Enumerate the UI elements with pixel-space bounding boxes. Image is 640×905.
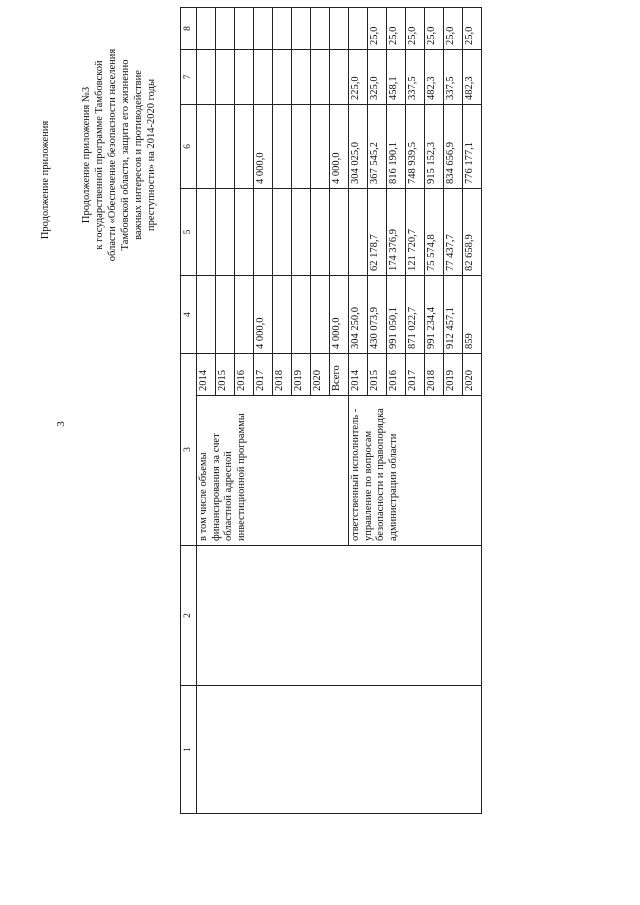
caption-line: Продолжение приложения №3 [81, 86, 92, 224]
value-cell [292, 276, 311, 354]
value-cell [216, 189, 235, 276]
caption-line: преступности» на 2014-2020 годы [146, 78, 157, 232]
year-cell: 2014 [349, 354, 368, 396]
year-cell: 2020 [311, 354, 330, 396]
table-row [197, 8, 216, 814]
value-cell: 991 050,1 [387, 276, 406, 354]
value-cell [273, 8, 292, 50]
year-cell: 2018 [425, 354, 444, 396]
value-cell: 325,0 [368, 50, 387, 105]
value-cell: 25,0 [463, 8, 482, 50]
value-cell [216, 276, 235, 354]
value-cell: 121 720,7 [406, 189, 425, 276]
value-cell: 25,0 [387, 8, 406, 50]
year-cell: 2016 [387, 354, 406, 396]
value-cell: 337,5 [444, 50, 463, 105]
value-cell: 4 000,0 [254, 105, 273, 189]
value-cell: 25,0 [406, 8, 425, 50]
value-cell: 482,3 [463, 50, 482, 105]
value-cell: 225,0 [349, 50, 368, 105]
value-cell [273, 105, 292, 189]
value-cell [235, 50, 254, 105]
value-cell [216, 105, 235, 189]
value-cell: 337,5 [406, 50, 425, 105]
value-cell: 871 022,7 [406, 276, 425, 354]
value-cell [349, 8, 368, 50]
value-cell: 991 234,4 [425, 276, 444, 354]
value-cell [311, 276, 330, 354]
value-cell: 816 190,1 [387, 105, 406, 189]
value-cell [273, 50, 292, 105]
caption-title: Продолжение приложения [40, 120, 51, 240]
caption-body [80, 10, 158, 300]
value-cell: 915 152,3 [425, 105, 444, 189]
caption-line: важных интересов и противодействие [133, 70, 144, 240]
year-cell: 2015 [368, 354, 387, 396]
value-cell [311, 189, 330, 276]
value-cell [235, 105, 254, 189]
value-cell: 4 000,0 [330, 276, 349, 354]
year-cell: 2014 [197, 354, 216, 396]
caption-line: области «Обеспечение безопасности населения [107, 48, 118, 262]
value-cell [216, 8, 235, 50]
header-cell: 1 [181, 686, 197, 814]
value-cell [292, 189, 311, 276]
value-cell: 304 025,0 [349, 105, 368, 189]
block2-label: ответственный исполнитель - управление по вопросам безопасности и правопорядка администрации области [349, 396, 482, 546]
value-cell: 304 250,0 [349, 276, 368, 354]
value-cell [254, 8, 273, 50]
appendix-caption [0, 0, 210, 905]
value-cell: 482,3 [425, 50, 444, 105]
year-cell: 2018 [273, 354, 292, 396]
value-cell [292, 50, 311, 105]
value-cell: 77 437,7 [444, 189, 463, 276]
value-cell: 367 545,2 [368, 105, 387, 189]
value-cell: 25,0 [444, 8, 463, 50]
value-cell [216, 50, 235, 105]
value-cell: 82 658,9 [463, 189, 482, 276]
block1-label: в том числе объемы финансирования за счет областной адресной инвестиционной программы [197, 396, 349, 546]
financing-table [180, 7, 482, 814]
value-cell [235, 276, 254, 354]
value-cell [330, 50, 349, 105]
col1-cell [197, 686, 482, 814]
caption-line: Тамбовской области, защита его жизненно [120, 59, 131, 251]
value-cell: 912 457,1 [444, 276, 463, 354]
year-cell: 2019 [292, 354, 311, 396]
value-cell: 62 178,7 [368, 189, 387, 276]
value-cell [197, 189, 216, 276]
value-cell [311, 8, 330, 50]
year-cell: 2017 [406, 354, 425, 396]
year-cell: 2017 [254, 354, 273, 396]
value-cell [254, 50, 273, 105]
value-cell [197, 50, 216, 105]
value-cell [311, 50, 330, 105]
value-cell: 776 177,1 [463, 105, 482, 189]
value-cell [330, 8, 349, 50]
value-cell [273, 189, 292, 276]
year-cell: 2019 [444, 354, 463, 396]
value-cell: 859 [463, 276, 482, 354]
value-cell [197, 105, 216, 189]
value-cell: 4 000,0 [254, 276, 273, 354]
header-cell: 2 [181, 546, 197, 686]
header-cell: 5 [181, 189, 197, 276]
value-cell [330, 189, 349, 276]
value-cell [311, 105, 330, 189]
header-cell: 3 [181, 354, 197, 546]
value-cell [235, 189, 254, 276]
value-cell: 430 073,9 [368, 276, 387, 354]
value-cell [235, 8, 254, 50]
value-cell: 458,1 [387, 50, 406, 105]
value-cell [197, 8, 216, 50]
year-cell: 2020 [463, 354, 482, 396]
value-cell: 174 376,9 [387, 189, 406, 276]
value-cell [349, 189, 368, 276]
year-cell: 2016 [235, 354, 254, 396]
value-cell [197, 276, 216, 354]
header-cell: 6 [181, 105, 197, 189]
page-number: 3 [54, 421, 67, 427]
year-cell: 2015 [216, 354, 235, 396]
year-cell: Всего [330, 354, 349, 396]
header-cell: 8 [181, 8, 197, 50]
col2-cell [197, 546, 482, 686]
caption-line: к государственной программе Тамбовской [94, 60, 105, 250]
value-cell: 834 656,9 [444, 105, 463, 189]
value-cell [254, 189, 273, 276]
header-cell: 4 [181, 276, 197, 354]
value-cell: 75 574,8 [425, 189, 444, 276]
value-cell: 4 000,0 [330, 105, 349, 189]
value-cell [292, 105, 311, 189]
value-cell: 25,0 [368, 8, 387, 50]
table-header-row [181, 8, 197, 814]
header-cell: 7 [181, 50, 197, 105]
value-cell: 748 939,5 [406, 105, 425, 189]
value-cell [273, 276, 292, 354]
value-cell [292, 8, 311, 50]
value-cell: 25,0 [425, 8, 444, 50]
